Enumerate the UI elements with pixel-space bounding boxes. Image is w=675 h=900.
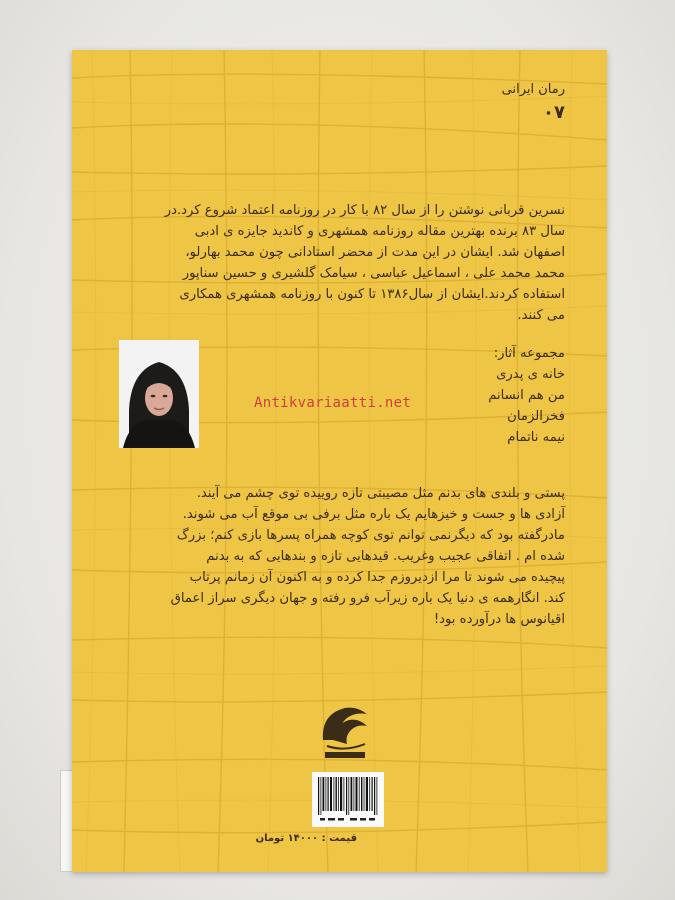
- works-item: من هم انسانم: [488, 388, 565, 403]
- series-label: رمان ایرانی: [501, 82, 565, 97]
- bio-line: استفاده کردند.ایشان از سال۱۳۸۶ تا کنون با روزنامه همشهری همکاری: [179, 287, 565, 302]
- bio-line: سال ۸۳ برنده بهترین مقاله روزنامه همشهری و کاندید جایزه ی ادبی: [194, 224, 565, 239]
- excerpt-line: کند. انگارهمه ی دنیا یک باره زیرآب فرو رفته و جهان دیگری سراز اعماق: [170, 591, 565, 606]
- publisher-logo: [317, 700, 373, 762]
- excerpt-line: آزادی ها و جست و خیزهایم یک باره مثل برفی بی موقع آب می شوند.: [182, 507, 565, 522]
- works-list: [488, 343, 565, 448]
- excerpt-line: مادرگفته بود که دیگرنمی توانم توی کوچه همراه پسرها بازی کنم؛ بزرگ: [176, 528, 565, 543]
- author-biography: [110, 200, 565, 326]
- bio-line: محمد محمد علی ، اسماعیل عباسی ، سیامک گلشیری و حسین سناپور: [182, 266, 565, 281]
- excerpt-line: اقیانوس ها درآورده بود!: [433, 612, 565, 627]
- series-number: ۰۷: [543, 102, 565, 123]
- bio-line: اصفهان شد. ایشان در این مدت از محضر استادانی چون محمد بهارلو،: [185, 245, 565, 260]
- works-item: نیمه ناتمام: [507, 430, 565, 445]
- bio-line: نسرین قربانی نوشتن را از سال ۸۲ با کار در روزنامه اعتماد شروع کرد.در: [164, 203, 565, 218]
- book-excerpt: [110, 483, 565, 630]
- barcode: [312, 772, 384, 827]
- excerpt-line: پستی و بلندی های بدنم مثل مصیبتی تازه روییده توی چشم می آیند.: [196, 486, 565, 501]
- bio-line: می کنند.: [517, 308, 565, 323]
- excerpt-line: شده ام . اتفاقی عجیب وغریب. قیدهایی تازه و بندهایی که به بدنم: [206, 549, 565, 564]
- works-item: خانه ی پدری: [496, 367, 565, 382]
- book-back-cover: [72, 50, 607, 872]
- excerpt-line: پیچیده می شوند تا مرا ازدیروزم جدا کرده و به اکنون آن زمانم پرتاب: [189, 570, 565, 585]
- author-photo: [119, 340, 199, 448]
- works-item: فخرالزمان: [507, 409, 565, 424]
- price-label: قیمت : ۱۴۰۰۰ تومان: [255, 833, 357, 844]
- watermark-text: Antikvariaatti.net: [254, 395, 412, 411]
- works-title: مجموعه آثار:: [493, 346, 565, 361]
